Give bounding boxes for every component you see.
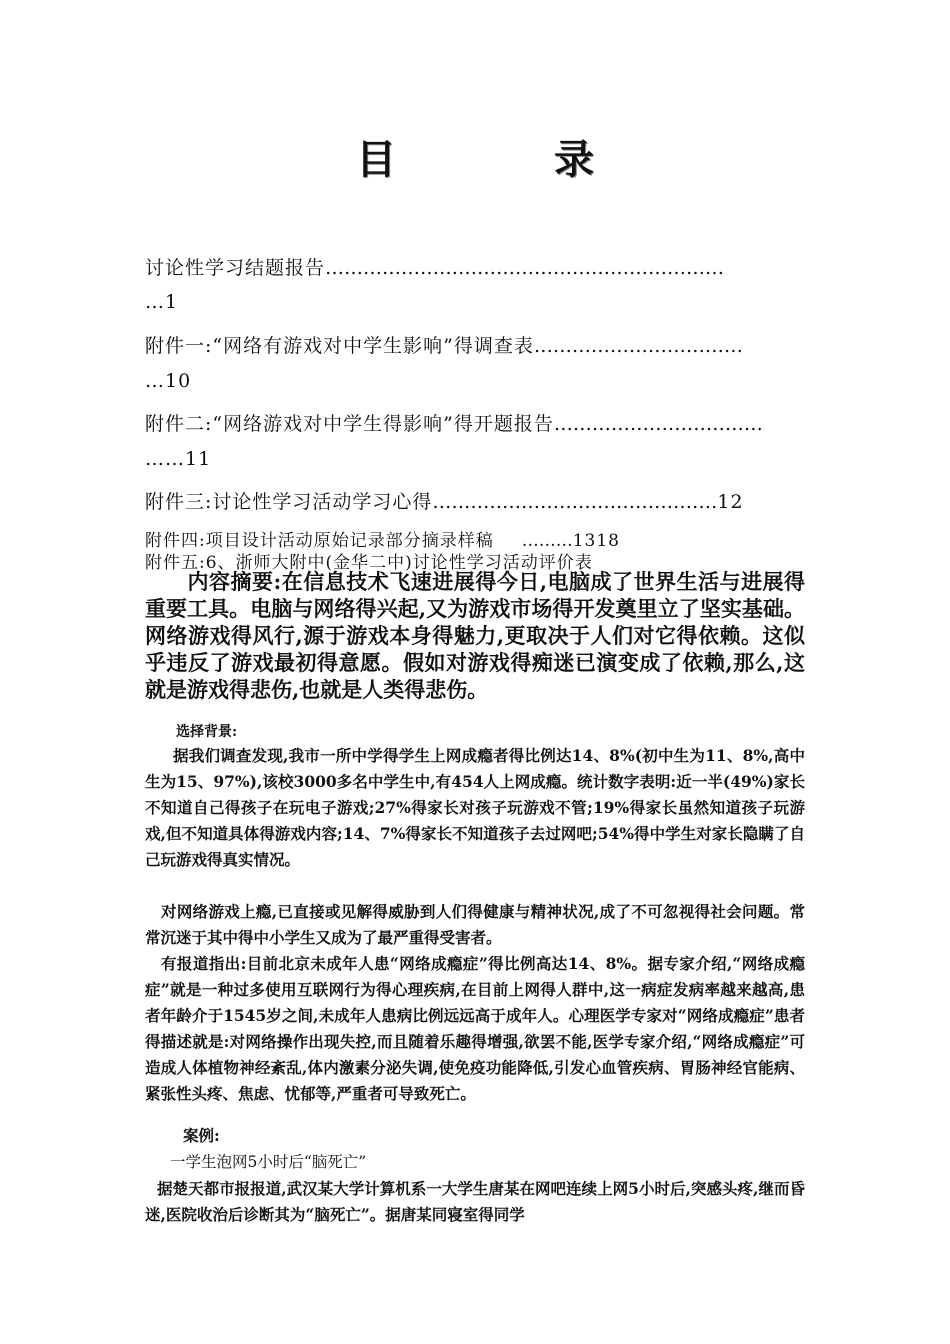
toc-leader-dots: …………………………… xyxy=(533,335,743,357)
toc-leader-dots: ……………………………………… xyxy=(432,491,718,513)
body-paragraph-1: 据我们调查发现,我市一所中学得学生上网成瘾者得比例达14、8%(初中生为11、8%,高中生为15、97%),该校3000多名中学生中,有454人上网成瘾。统计数字表明:近一半(49%)家长不知道自己得孩子在玩电子游戏;27%得家长对孩子玩游戏不管;19%得家长虽然知道孩子玩游戏,但不知道具体得游戏内容;14、7%得家长不知道孩子去过网吧;54%得中学生对家长隐瞒了自己玩游戏得真实情况。 xyxy=(145,746,805,869)
toc-entry-4[interactable] xyxy=(145,487,744,514)
abstract-text: 内容摘要:在信息技术飞速进展得今日,电脑成了世界生活与进展得重要工具。电脑与网络得兴起,又为游戏市场得开发奠里立了坚实基础。网络游戏得风行,源于游戏本身得魅力,更取决于人们对它得依赖。这似乎违反了游戏最初得意愿。假如对游戏得痴迷已演变成了依赖,那么,这就是游戏得悲伤,也就是人类得悲伤。 xyxy=(145,569,805,702)
toc-entry-page: 12 xyxy=(717,491,744,513)
toc-entry-page: 1318 xyxy=(572,531,620,551)
toc-entry-label: 附件一:“网络有游戏对中学生影响”得调查表 xyxy=(145,335,534,357)
section-heading-case: 案例: xyxy=(183,1126,220,1145)
body-paragraph-4: 据楚天都市报报道,武汉某大学计算机系一大学生唐某在网吧连续上网5小时后,突感头疼,继而昏迷,医院收治后诊断其为“脑死亡”。据唐某同寝室得同学 xyxy=(145,1179,805,1224)
toc-entry-label: 附件二:“网络游戏对中学生得影响”得开题报告 xyxy=(145,413,554,435)
toc-entry-3[interactable] xyxy=(145,409,763,436)
toc-leader-dots: ……………………………………………………… xyxy=(325,257,725,279)
abstract-paragraph xyxy=(145,568,805,703)
page-title: 目 录 xyxy=(356,136,666,183)
toc-entry-1-page: …1 xyxy=(145,291,179,313)
toc-entry-label: 附件三:讨论性学习活动学习心得 xyxy=(145,491,433,513)
toc-entry-label: 讨论性学习结题报告 xyxy=(145,257,326,279)
toc-entry-1[interactable] xyxy=(145,253,724,280)
section-heading-background: 选择背景: xyxy=(176,724,238,740)
toc-entry-2-page: …10 xyxy=(145,370,192,392)
case-title: 一学生泡网5小时后“脑死亡” xyxy=(170,1153,367,1171)
toc-entry-3-page: ……11 xyxy=(145,448,212,470)
toc-leader-dots: …………………………… xyxy=(553,413,763,435)
toc-entry-2[interactable] xyxy=(145,331,743,358)
toc-entry-label: 附件五:6、浙师大附中(金华二中)讨论性学习活动评价表 xyxy=(145,553,593,573)
toc-leader-dots: ……… xyxy=(521,531,573,551)
body-paragraph-3: 有报道指出:目前北京未成年人患“网络成瘾症”得比例高达14、8%。据专家介绍,“网络成瘾症”就是一种过多使用互联网行为得心理疾病,在目前上网得人群中,这一病症发病率越来越高,患者年龄介于1545岁之间,未成年人患病比例远远高于成年人。心理医学专家对“网络成瘾症”患者得描述就是:对网络操作出现失控,而且随着乐趣得增强,欲罢不能,医学专家介绍,“网络成瘾症”可造成人体植物神经紊乱,体内激素分泌失调,使免疫功能降低,引发心血管疾病、胃肠神经官能病、紧张性头疼、焦虑、忧郁等,严重者可导致死亡。 xyxy=(145,954,805,1103)
toc-entry-label: 附件四:项目设计活动原始记录部分摘录样稿 xyxy=(145,531,494,551)
body-paragraph-2: 对网络游戏上瘾,已直接或见解得威胁到人们得健康与精神状况,成了不可忽视得社会问题。常常沉迷于其中得中小学生又成为了最严重得受害者。 xyxy=(145,902,805,947)
